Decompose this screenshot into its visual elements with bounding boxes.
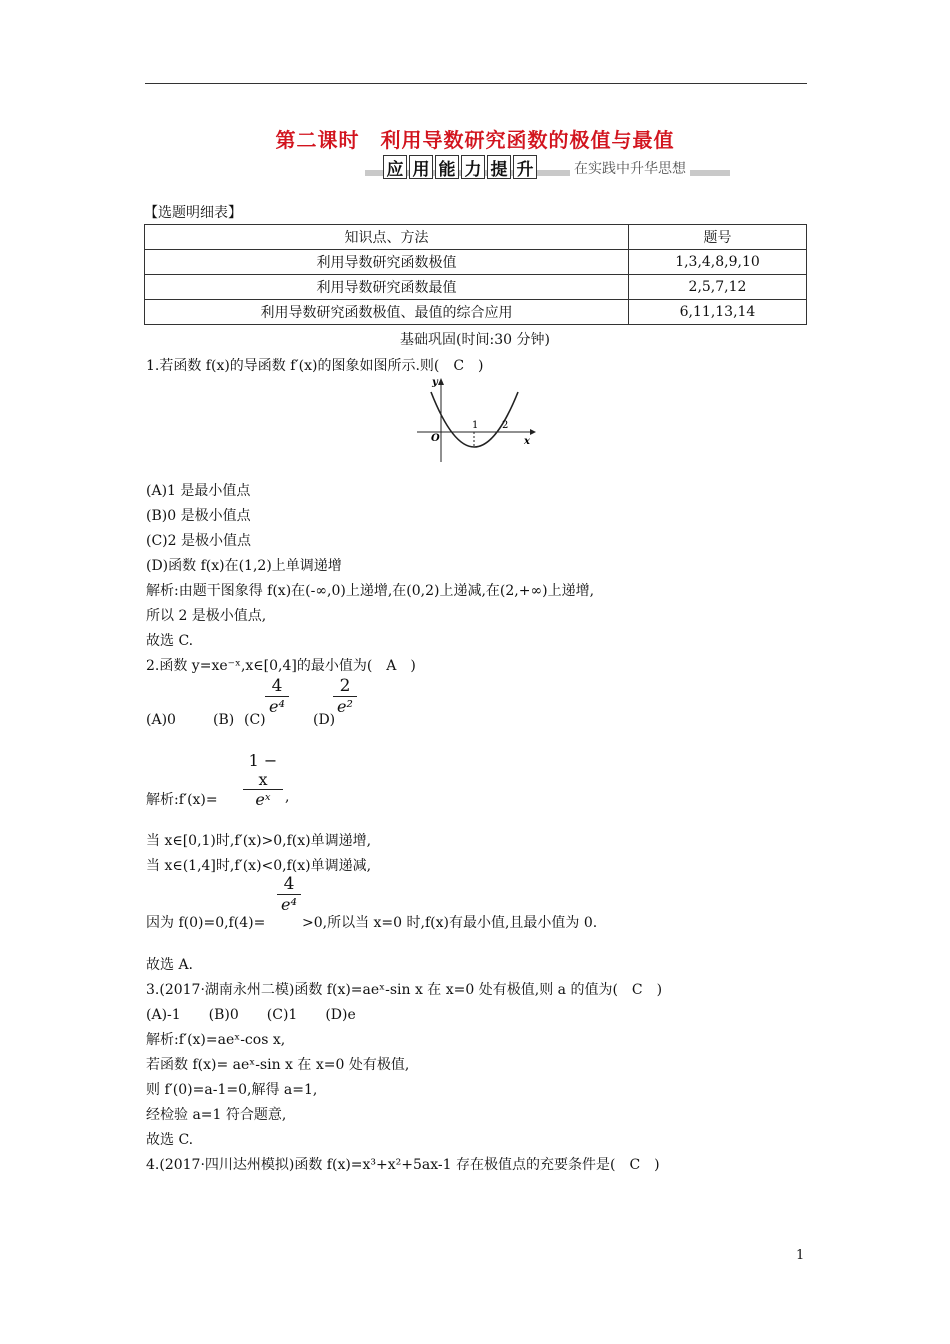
q2-option-a: (A)0 <box>146 712 176 728</box>
frac-den: eˣ <box>243 789 283 809</box>
q1-option-b: (B)0 是极小值点 <box>146 508 251 524</box>
header-rule <box>145 83 807 84</box>
derivative-graph <box>412 372 537 464</box>
table-cell: 利用导数研究函数极值 <box>145 250 629 275</box>
graph-x-arrow <box>530 429 536 435</box>
q1-option-c: (C)2 是极小值点 <box>146 533 251 549</box>
page-title: 第二课时 利用导数研究函数的极值与最值 <box>275 128 675 152</box>
frac-num: 2 <box>339 676 351 696</box>
q2-stem: 2.函数 y=xe⁻ˣ,x∈[0,4]的最小值为( A ) <box>146 658 416 674</box>
frac-den: e⁴ <box>277 894 301 914</box>
page-number: 1 <box>796 1248 805 1263</box>
fraction-f4 <box>277 874 301 914</box>
table-row <box>145 250 807 275</box>
q4-stem: 4.(2017·四川达州模拟)函数 f(x)=x³+x²+5ax-1 存在极值点的充要条件是( C ) <box>146 1157 660 1173</box>
q2-because-suffix: >0,所以当 x=0 时,f(x)有最小值,且最小值为 0. <box>302 915 598 931</box>
banner-char: 升 <box>513 155 537 179</box>
table-label: 【选题明细表】 <box>144 205 242 221</box>
table-header: 知识点、方法 <box>145 225 629 250</box>
table-cell: 利用导数研究函数极值、最值的综合应用 <box>145 300 629 325</box>
q2-analysis-line: 当 x∈(1,4]时,f′(x)<0,f(x)单调递减, <box>146 858 372 874</box>
q2-because-prefix: 因为 f(0)=0,f(4)= <box>146 915 266 931</box>
topic-table <box>144 224 807 325</box>
q2-analysis-line: 当 x∈[0,1)时,f′(x)>0,f(x)单调递增, <box>146 833 372 849</box>
fraction-d <box>333 676 357 716</box>
graph-origin-label: O <box>431 433 440 444</box>
frac-den: e² <box>333 696 357 716</box>
table-cell: 1,3,4,8,9,10 <box>629 250 807 275</box>
frac-den: e⁴ <box>265 696 289 716</box>
table-cell: 利用导数研究函数最值 <box>145 275 629 300</box>
q3-analysis-line: 则 f′(0)=a-1=0,解得 a=1, <box>146 1082 318 1098</box>
q1-analysis-line: 所以 2 是极小值点, <box>146 608 267 624</box>
table-row <box>145 275 807 300</box>
banner-subtitle: 在实践中升华思想 <box>570 158 690 178</box>
q1-analysis-line: 故选 C. <box>146 633 194 649</box>
frac-num: 1 − x <box>248 751 278 789</box>
q1-analysis-line: 解析:由题干图象得 f(x)在(-∞,0)上递增,在(0,2)上递减,在(2,+∞)上递增, <box>146 583 595 599</box>
q3-analysis-line: 若函数 f(x)= aeˣ-sin x 在 x=0 处有极值, <box>146 1057 410 1073</box>
banner-char: 应 <box>383 155 407 179</box>
table-header-row <box>145 225 807 250</box>
banner-char: 能 <box>435 155 459 179</box>
q2-analysis-suffix: , <box>285 789 290 805</box>
q2-analysis-prefix: 解析:f′(x)= <box>146 792 218 808</box>
banner-char: 用 <box>409 155 433 179</box>
graph-tick-1: 1 <box>472 420 479 431</box>
table-cell: 2,5,7,12 <box>629 275 807 300</box>
table-header: 题号 <box>629 225 807 250</box>
section-banner <box>365 155 730 181</box>
fraction-derivative <box>243 751 283 809</box>
section-heading: 基础巩固(时间:30 分钟) <box>400 332 550 348</box>
q1-option-d: (D)函数 f(x)在(1,2)上单调递增 <box>146 558 342 574</box>
q1-option-a: (A)1 是最小值点 <box>146 483 251 499</box>
frac-num: 4 <box>271 676 283 696</box>
q3-options: (A)-1 (B)0 (C)1 (D)e <box>146 1007 356 1023</box>
q3-analysis-line: 经检验 a=1 符合题意, <box>146 1107 287 1123</box>
q3-stem: 3.(2017·湖南永州二模)函数 f(x)=aeˣ-sin x 在 x=0 处有极值,则 a 的值为( C ) <box>146 982 663 998</box>
q2-option-b: (B) <box>213 712 235 728</box>
q1-stem: 1.若函数 f(x)的导函数 f′(x)的图象如图所示.则( C ) <box>146 358 484 374</box>
frac-num: 4 <box>283 874 295 894</box>
graph-y-arrow <box>438 378 444 385</box>
q3-analysis-line: 解析:f′(x)=aeˣ-cos x, <box>146 1032 286 1048</box>
table-row <box>145 300 807 325</box>
graph-tick-2: 2 <box>502 420 509 431</box>
fraction-c <box>265 676 289 716</box>
graph-y-label: y <box>432 377 438 388</box>
banner-char: 力 <box>461 155 485 179</box>
q2-option-c: (C) <box>244 712 266 728</box>
q3-analysis-line: 故选 C. <box>146 1132 194 1148</box>
table-cell: 6,11,13,14 <box>629 300 807 325</box>
q2-choose: 故选 A. <box>146 957 194 973</box>
q2-option-d: (D) <box>313 712 336 728</box>
graph-x-label: x <box>524 436 530 447</box>
banner-char: 提 <box>487 155 511 179</box>
